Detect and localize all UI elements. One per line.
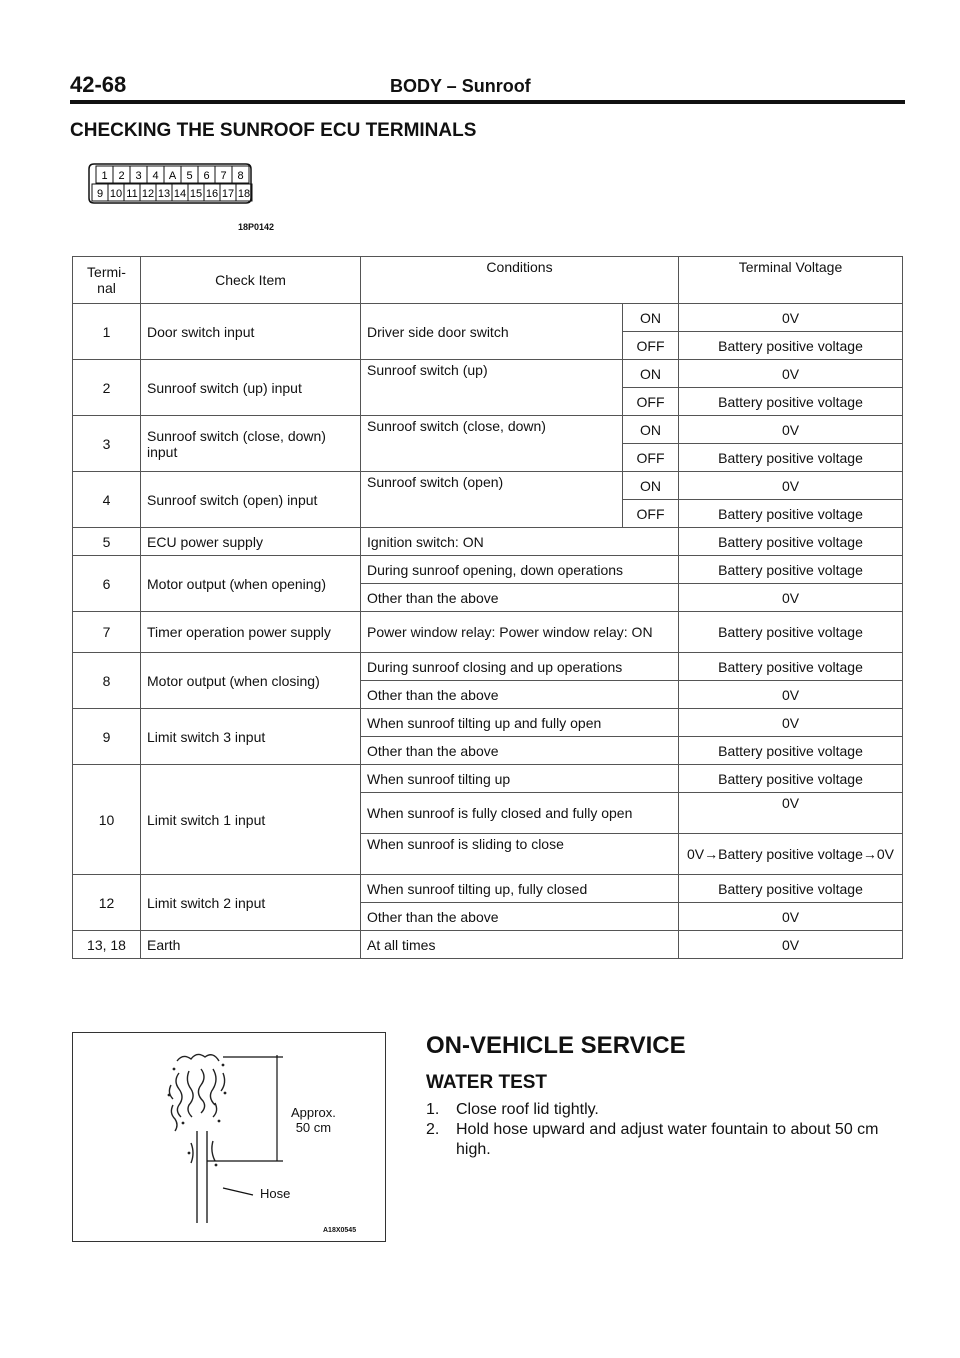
approx-height-label: Approx. 50 cm xyxy=(291,1105,336,1135)
connector-diagram xyxy=(88,162,253,211)
voltage-cell: 0V xyxy=(679,416,903,444)
voltage-cell: 0V xyxy=(679,793,903,834)
switch-state-cell: ON xyxy=(623,472,679,500)
terminal-cell: 8 xyxy=(73,653,141,709)
table-row xyxy=(73,612,903,653)
water-test-heading: WATER TEST xyxy=(426,1072,548,1093)
voltage-cell: 0V xyxy=(679,931,903,959)
page-title: CHECKING THE SUNROOF ECU TERMINALS xyxy=(70,120,477,141)
table-row xyxy=(73,765,903,793)
table-row xyxy=(73,304,903,332)
condition-cell: During sunroof closing and up operations xyxy=(361,653,679,681)
header-terminal: Termi- nal xyxy=(73,257,141,304)
connector-pin-label: 18 xyxy=(237,188,251,200)
terminal-cell: 2 xyxy=(73,360,141,416)
voltage-cell: Battery positive voltage xyxy=(679,528,903,556)
voltage-cell: Battery positive voltage xyxy=(679,388,903,416)
terminal-cell: 12 xyxy=(73,875,141,931)
condition-cell: When sunroof tilting up and fully open xyxy=(361,709,679,737)
switch-state-cell: OFF xyxy=(623,388,679,416)
voltage-cell: 0V xyxy=(679,472,903,500)
header-rule xyxy=(70,100,905,104)
connector-pin-label: 11 xyxy=(126,188,138,200)
figure-id: A18X0545 xyxy=(323,1227,357,1234)
voltage-cell: Battery positive voltage xyxy=(679,737,903,765)
switch-state-cell: ON xyxy=(623,416,679,444)
voltage-cell: Battery positive voltage xyxy=(679,556,903,584)
connector-pin-label: 5 xyxy=(186,170,193,182)
voltage-cell: 0V xyxy=(679,681,903,709)
page-number: 42-68 xyxy=(70,72,127,97)
voltage-cell: Battery positive voltage xyxy=(679,444,903,472)
step-number: 1. xyxy=(426,1101,440,1118)
service-heading: ON-VEHICLE SERVICE xyxy=(426,1032,686,1059)
voltage-cell: 0V xyxy=(679,903,903,931)
table-row xyxy=(73,528,903,556)
condition-cell: Other than the above xyxy=(361,681,679,709)
water-test-figure xyxy=(72,1032,386,1242)
voltage-cell: Battery positive voltage xyxy=(679,332,903,360)
table-row xyxy=(73,709,903,737)
condition-cell: When sunroof is fully closed and fully open xyxy=(361,793,679,834)
connector-id: 18P0142 xyxy=(238,222,275,232)
check-item-cell: Sunroof switch (up) input xyxy=(141,360,361,416)
table-header-row xyxy=(73,257,903,304)
connector-pin-label: 16 xyxy=(205,188,219,200)
hose-label: Hose xyxy=(260,1186,291,1201)
connector-pin-label: 15 xyxy=(189,188,203,200)
switch-state-cell: OFF xyxy=(623,332,679,360)
switch-state-cell: ON xyxy=(623,304,679,332)
section-title: BODY – Sunroof xyxy=(390,76,531,96)
check-item-cell: Limit switch 1 input xyxy=(141,765,361,875)
connector-pin-label: 1 xyxy=(101,170,108,182)
connector-pin-label: 12 xyxy=(141,188,155,200)
condition-cell: When sunroof tilting up xyxy=(361,765,679,793)
condition-cell: Sunroof switch (up) xyxy=(361,360,623,416)
check-item-cell: ECU power supply xyxy=(141,528,361,556)
check-item-cell: Motor output (when closing) xyxy=(141,653,361,709)
terminal-cell: 4 xyxy=(73,472,141,528)
step-item xyxy=(426,1100,906,1120)
step-item xyxy=(426,1120,906,1160)
water-fountain-illustration xyxy=(73,1033,385,1241)
connector-pin-label: 13 xyxy=(157,188,171,200)
condition-cell: Other than the above xyxy=(361,584,679,612)
header-check-item: Check Item xyxy=(141,257,361,304)
connector-pin-label: 7 xyxy=(220,170,227,182)
check-item-cell: Earth xyxy=(141,931,361,959)
voltage-cell: Battery positive voltage xyxy=(679,500,903,528)
header-conditions: Conditions xyxy=(361,257,679,304)
connector-pin-label: 9 xyxy=(96,188,104,200)
condition-cell: Other than the above xyxy=(361,737,679,765)
table-row xyxy=(73,653,903,681)
voltage-cell: Battery positive voltage xyxy=(679,765,903,793)
connector-pin-label: 14 xyxy=(173,188,187,200)
voltage-cell: Battery positive voltage xyxy=(679,612,903,653)
terminal-cell: 1 xyxy=(73,304,141,360)
terminal-cell: 6 xyxy=(73,556,141,612)
connector-pin-label: 10 xyxy=(109,188,123,200)
voltage-cell: 0V→Battery positive voltage→0V xyxy=(679,834,903,875)
connector-pin-label: 3 xyxy=(135,170,142,182)
terminal-cell: 3 xyxy=(73,416,141,472)
check-item-cell: Sunroof switch (open) input xyxy=(141,472,361,528)
connector-pin-label: A xyxy=(168,170,177,182)
terminal-cell: 7 xyxy=(73,612,141,653)
voltage-cell: 0V xyxy=(679,304,903,332)
step-number: 2. xyxy=(426,1121,440,1138)
voltage-cell: 0V xyxy=(679,709,903,737)
terminal-cell: 5 xyxy=(73,528,141,556)
voltage-cell: Battery positive voltage xyxy=(679,653,903,681)
terminal-cell: 13, 18 xyxy=(73,931,141,959)
table-row xyxy=(73,360,903,388)
check-item-cell: Door switch input xyxy=(141,304,361,360)
table-row xyxy=(73,931,903,959)
table-row xyxy=(73,875,903,903)
header-terminal-voltage: Terminal Voltage xyxy=(679,257,903,304)
voltage-cell: 0V xyxy=(679,584,903,612)
condition-cell: Sunroof switch (open) xyxy=(361,472,623,528)
connector-pin-label: 2 xyxy=(118,170,125,182)
terminal-cell: 10 xyxy=(73,765,141,875)
switch-state-cell: ON xyxy=(623,360,679,388)
check-item-cell: Limit switch 3 input xyxy=(141,709,361,765)
table-row xyxy=(73,472,903,500)
step-text: Close roof lid tightly. xyxy=(456,1101,599,1118)
connector-pin-label: 4 xyxy=(152,170,159,182)
voltage-cell: 0V xyxy=(679,360,903,388)
check-item-cell: Motor output (when opening) xyxy=(141,556,361,612)
step-text: Hold hose upward and adjust water fountain to about 50 cm high. xyxy=(456,1121,879,1158)
condition-cell: Power window relay: Power window relay: ON xyxy=(361,612,679,653)
condition-cell: When sunroof tilting up, fully closed xyxy=(361,875,679,903)
water-test-steps xyxy=(426,1100,906,1160)
table-row xyxy=(73,556,903,584)
condition-cell: Driver side door switch xyxy=(361,304,623,360)
condition-cell: Ignition switch: ON xyxy=(361,528,679,556)
check-item-cell: Timer operation power supply xyxy=(141,612,361,653)
condition-cell: When sunroof is sliding to close xyxy=(361,834,679,875)
condition-cell: At all times xyxy=(361,931,679,959)
check-item-cell: Sunroof switch (close, down) input xyxy=(141,416,361,472)
terminal-cell: 9 xyxy=(73,709,141,765)
voltage-cell: Battery positive voltage xyxy=(679,875,903,903)
condition-cell: Other than the above xyxy=(361,903,679,931)
condition-cell: During sunroof opening, down operations xyxy=(361,556,679,584)
table-row xyxy=(73,416,903,444)
check-item-cell: Limit switch 2 input xyxy=(141,875,361,931)
connector-pin-label: 6 xyxy=(203,170,210,182)
switch-state-cell: OFF xyxy=(623,500,679,528)
switch-state-cell: OFF xyxy=(623,444,679,472)
condition-cell: Sunroof switch (close, down) xyxy=(361,416,623,472)
connector-pin-label: 8 xyxy=(237,170,244,182)
terminal-table xyxy=(72,256,903,959)
connector-pin-label: 17 xyxy=(221,188,235,200)
